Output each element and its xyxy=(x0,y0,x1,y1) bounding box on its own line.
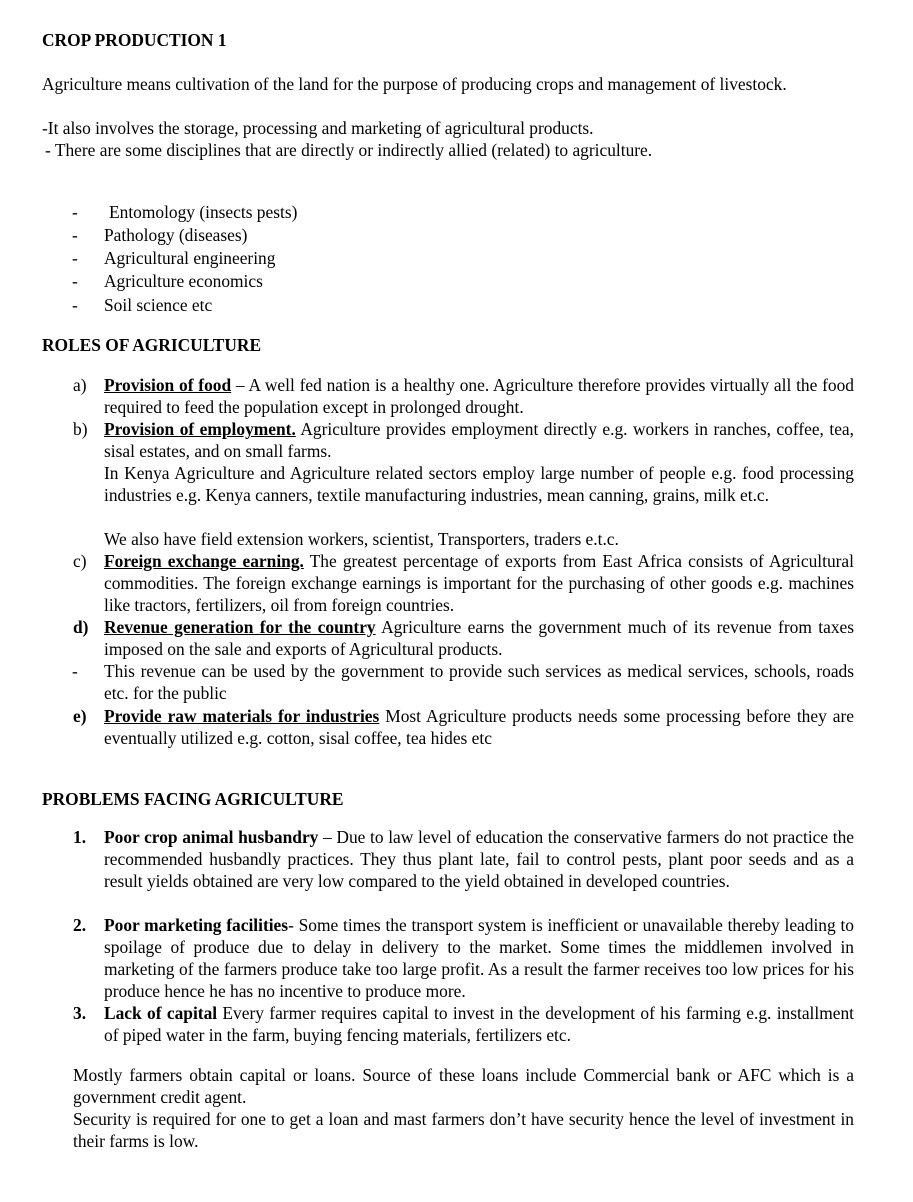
list-item: Pathology (diseases) xyxy=(104,225,248,245)
intro-definition: Agriculture means cultivation of the land for the purpose of producing crops and management of livestock. xyxy=(42,74,787,94)
problem-3-label: 3. xyxy=(73,1003,87,1023)
role-d-sub: This revenue can be used by the government to provide such services as medical services, schools, roads etc. for the public xyxy=(104,661,854,703)
problem-3-text xyxy=(104,1002,854,1046)
list-dash: - xyxy=(72,248,78,268)
role-e-text xyxy=(104,705,854,749)
role-c-term: Foreign exchange earning. xyxy=(104,551,304,571)
role-b-description: Agriculture provides employment directly e.g. workers in ranches, coffee, tea, sisal estates, and on small farms. xyxy=(104,419,855,461)
role-d-sub-dash: - xyxy=(72,661,78,681)
list-dash: - xyxy=(72,202,78,222)
role-e-label: e) xyxy=(73,706,87,726)
list-item: Agriculture economics xyxy=(104,271,263,291)
role-b-text xyxy=(104,418,854,462)
role-d-description: Agriculture earns the government much of its revenue from taxes imposed on the sale and exports of Agricultural products. xyxy=(104,617,854,659)
role-b-extension: We also have field extension workers, scientist, Transporters, traders e.t.c. xyxy=(104,529,619,549)
roles-heading: ROLES OF AGRICULTURE xyxy=(42,335,262,355)
page-title: CROP PRODUCTION 1 xyxy=(42,30,227,50)
list-dash: - xyxy=(72,225,78,245)
problem-2-description: - Some times the transport system is inefficient or unavailable thereby leading to spoilage of produce due to delay in delivery to the market. Some times the middlemen involved in marketing of the farmers produce take too large profit. As a result the farmer receives too low prices for his produce hence he has no incentive to produce more. xyxy=(104,915,854,1001)
list-item: Soil science etc xyxy=(104,295,213,315)
role-d-term: Revenue generation for the country xyxy=(104,617,376,637)
problem-1-term: Poor crop animal husbandry xyxy=(104,827,319,847)
list-dash: - xyxy=(72,295,78,315)
role-b-term: Provision of employment. xyxy=(104,419,296,439)
role-a-text xyxy=(104,374,854,418)
role-a-description: – A well fed nation is a healthy one. Agriculture therefore provides virtually all the food required to feed the population except in prolonged drought. xyxy=(104,375,854,417)
role-c-description: The greatest percentage of exports from East Africa consists of Agricultural commodities. The foreign exchange earnings is important for the purchasing of other goods e.g. machines like tractors, fertilizers, oil from foreign countries. xyxy=(104,551,854,615)
role-b-kenya: In Kenya Agriculture and Agriculture related sectors employ large number of people e.g. food processing industries e.g. Kenya canners, textile manufacturing industries, mean canning, grains, milk et.c. xyxy=(104,463,854,505)
intro-disciplines: - There are some disciplines that are directly or indirectly allied (related) to agriculture. xyxy=(45,140,653,160)
closing-security: Security is required for one to get a loan and mast farmers don’t have security hence the level of investment in their farms is low. xyxy=(73,1109,854,1151)
intro-storage: -It also involves the storage, processing and marketing of agricultural products. xyxy=(42,118,594,138)
list-item: Agricultural engineering xyxy=(104,248,276,268)
list-item: Entomology (insects pests) xyxy=(109,202,298,222)
role-e-description: Most Agriculture products needs some processing before they are eventually utilized e.g. cotton, sisal coffee, tea hides etc xyxy=(104,706,854,748)
problem-2-term: Poor marketing facilities xyxy=(104,915,289,935)
problem-2-text xyxy=(104,914,854,1002)
closing-loans: Mostly farmers obtain capital or loans. Source of these loans include Commercial bank or AFC which is a government credit agent. xyxy=(73,1065,854,1107)
problem-1-text xyxy=(104,826,854,892)
role-a-label: a) xyxy=(73,375,87,395)
problem-1-description: – Due to law level of education the conservative farmers do not practice the recommended husbandly practices. They thus plant late, fail to control pests, plant poor seeds and as a result yields obtained are very low compared to the yield obtained in developed countries. xyxy=(104,827,854,891)
problem-1-label: 1. xyxy=(73,827,87,847)
role-c-text xyxy=(104,550,854,616)
list-dash: - xyxy=(72,271,78,291)
role-d-label: d) xyxy=(73,617,89,637)
problems-heading: PROBLEMS FACING AGRICULTURE xyxy=(42,789,344,809)
role-d-text xyxy=(104,616,854,660)
role-a-term: Provision of food xyxy=(104,375,232,395)
problem-3-term: Lack of capital xyxy=(104,1003,218,1023)
problem-2-label: 2. xyxy=(73,915,87,935)
role-b-label: b) xyxy=(73,419,88,439)
problem-3-description: Every farmer requires capital to invest in the development of his farming e.g. installment of piped water in the farm, buying fencing materials, fertilizers etc. xyxy=(104,1003,854,1045)
role-c-label: c) xyxy=(73,551,87,571)
role-e-term: Provide raw materials for industries xyxy=(104,706,380,726)
